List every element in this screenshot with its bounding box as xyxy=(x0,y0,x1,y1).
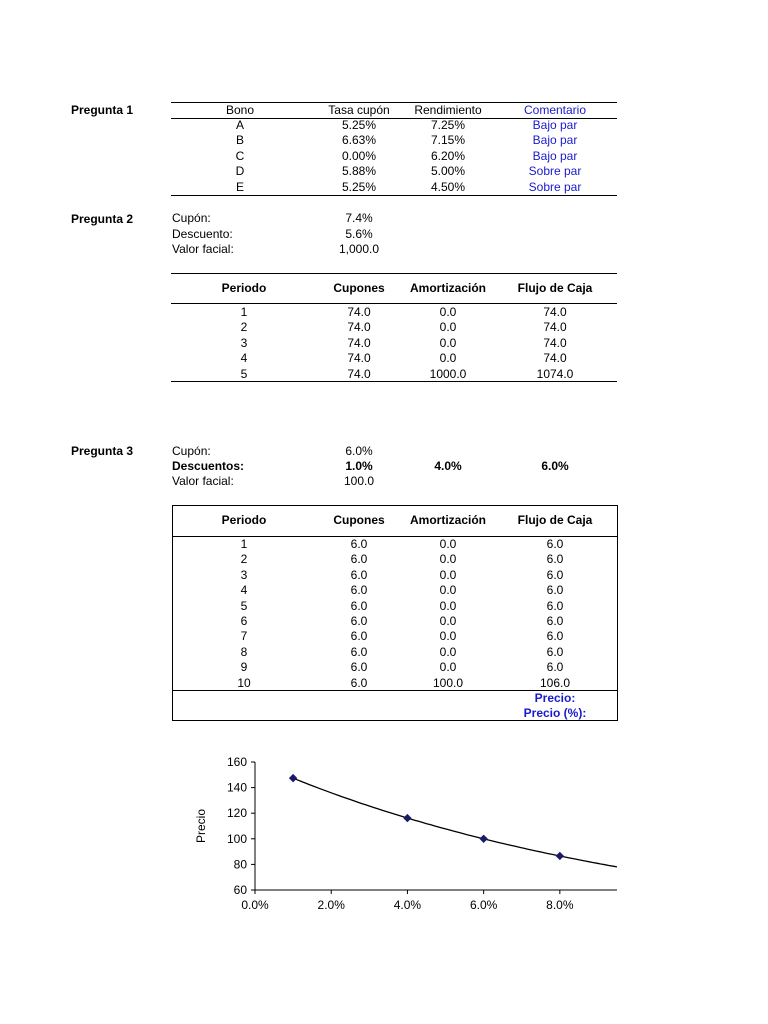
bono-cell: D xyxy=(235,164,245,179)
tasa-cell: 6.63% xyxy=(341,133,377,148)
flujo-cell: 6.0 xyxy=(546,660,564,675)
y-tick-label: 120 xyxy=(226,806,247,821)
flujo-cell: 6.0 xyxy=(546,537,564,551)
rendimiento-cell: 7.15% xyxy=(430,133,466,148)
data-point xyxy=(290,775,297,782)
q3-descuentos-label: Descuentos: xyxy=(172,459,245,473)
bono-cell: E xyxy=(235,179,244,194)
pregunta-3-label: Pregunta 3 xyxy=(71,444,134,458)
periodo-cell: 5 xyxy=(240,366,248,381)
amortizacion-cell: 0.0 xyxy=(439,351,457,366)
flujo-cell: 74.0 xyxy=(543,335,567,350)
amortizacion-cell: 0.0 xyxy=(439,335,457,350)
tasa-cell: 5.25% xyxy=(341,118,377,132)
q3-header-amortizacion: Amortización xyxy=(409,513,486,527)
flujo-cell: 1074.0 xyxy=(536,366,574,381)
cupones-cell: 6.0 xyxy=(350,567,368,582)
data-point xyxy=(404,815,411,822)
x-tick-label: 8.0% xyxy=(546,898,574,912)
periodo-cell: 7 xyxy=(240,629,248,644)
q3-descuento-3: 6.0% xyxy=(541,459,569,473)
series-line-0 xyxy=(293,778,617,867)
q2-cupon-label: Cupón: xyxy=(172,211,211,225)
y-tick-label: 140 xyxy=(226,780,247,795)
y-tick-label: 80 xyxy=(233,857,247,872)
rendimiento-cell: 5.00% xyxy=(430,164,466,179)
periodo-cell: 4 xyxy=(240,351,248,366)
chart-points xyxy=(290,775,564,860)
cupones-cell: 6.0 xyxy=(350,552,368,567)
rendimiento-cell: 4.50% xyxy=(430,179,466,194)
comentario-cell: Bajo par xyxy=(532,118,578,132)
periodo-cell: 2 xyxy=(240,552,248,567)
x-tick-label: 2.0% xyxy=(317,898,345,912)
cupones-cell: 6.0 xyxy=(350,583,368,598)
periodo-cell: 3 xyxy=(240,567,248,582)
tasa-cell: 5.88% xyxy=(341,164,377,179)
y-tick-label: 160 xyxy=(226,755,247,769)
q2-descuento-label: Descuento: xyxy=(172,227,233,241)
q2-header-cupones: Cupones xyxy=(333,281,385,295)
q3-precio-pct-label: Precio (%): xyxy=(523,706,587,720)
periodo-cell: 1 xyxy=(240,537,248,551)
q3-descuento-2: 4.0% xyxy=(434,459,462,473)
amortizacion-cell: 0.0 xyxy=(439,614,457,628)
periodo-cell: 3 xyxy=(240,335,248,350)
bono-cell: C xyxy=(235,148,245,163)
amortizacion-cell: 0.0 xyxy=(439,598,457,613)
bono-cell: B xyxy=(235,133,244,148)
q3-header-periodo: Periodo xyxy=(221,513,267,527)
q3-cupon-label: Cupón: xyxy=(172,444,211,458)
periodo-cell: 9 xyxy=(240,660,248,675)
flujo-cell: 6.0 xyxy=(546,629,564,644)
q1-header-comentario: Comentario xyxy=(523,103,587,117)
q1-header-rendimiento: Rendimiento xyxy=(414,103,482,117)
x-tick-label: 6.0% xyxy=(469,898,498,912)
rendimiento-cell: 7.25% xyxy=(430,118,466,132)
flujo-cell: 6.0 xyxy=(546,644,564,659)
chart-series xyxy=(293,778,617,867)
cupones-cell: 74.0 xyxy=(347,351,371,366)
amortizacion-cell: 0.0 xyxy=(439,537,457,551)
cupones-cell: 6.0 xyxy=(350,537,368,551)
q1-header-bono: Bono xyxy=(225,103,255,117)
q3-cupon-value: 6.0% xyxy=(345,444,373,458)
pregunta-2-label: Pregunta 2 xyxy=(71,212,134,226)
flujo-cell: 6.0 xyxy=(546,583,564,598)
cupones-cell: 74.0 xyxy=(347,335,371,350)
q2-cupon-value: 7.4% xyxy=(345,211,373,225)
q3-precio-label: Precio: xyxy=(534,691,576,705)
q3-header-flujo: Flujo de Caja xyxy=(517,513,593,527)
comentario-cell: Sobre par xyxy=(528,179,582,194)
periodo-cell: 8 xyxy=(240,644,248,659)
tasa-cell: 5.25% xyxy=(341,179,377,194)
amortizacion-cell: 0.0 xyxy=(439,583,457,598)
q2-descuento-value: 5.6% xyxy=(345,227,373,241)
comentario-cell: Sobre par xyxy=(528,164,582,179)
amortizacion-cell: 100.0 xyxy=(432,675,464,690)
q2-header-periodo: Periodo xyxy=(221,281,267,295)
periodo-cell: 4 xyxy=(240,583,248,598)
amortizacion-cell: 0.0 xyxy=(439,567,457,582)
cupones-cell: 6.0 xyxy=(350,614,368,628)
flujo-cell: 74.0 xyxy=(543,351,567,366)
q3-valor-facial-value: 100.0 xyxy=(343,474,375,488)
chart-ylabel: Precio xyxy=(194,808,208,844)
bono-cell: A xyxy=(235,118,244,132)
cupones-cell: 6.0 xyxy=(350,644,368,659)
y-tick-label: 100 xyxy=(226,831,247,846)
rendimiento-cell: 6.20% xyxy=(430,148,466,163)
comentario-cell: Bajo par xyxy=(532,148,578,163)
periodo-cell: 5 xyxy=(240,598,248,613)
q2-header-flujo: Flujo de Caja xyxy=(517,281,593,295)
cupones-cell: 74.0 xyxy=(347,305,371,319)
q2-valor-facial-value: 1,000.0 xyxy=(338,242,380,256)
amortizacion-cell: 0.0 xyxy=(439,320,457,335)
data-point xyxy=(480,835,487,842)
amortizacion-cell: 1000.0 xyxy=(429,366,467,381)
amortizacion-cell: 0.0 xyxy=(439,305,457,319)
q3-header-cupones: Cupones xyxy=(333,513,385,527)
cupones-cell: 6.0 xyxy=(350,598,368,613)
q1-header-tasa: Tasa cupón xyxy=(328,103,390,117)
flujo-cell: 6.0 xyxy=(546,567,564,582)
cupones-cell: 74.0 xyxy=(347,366,371,381)
q3-valor-facial-label: Valor facial: xyxy=(172,474,234,488)
cupones-cell: 6.0 xyxy=(350,629,368,644)
x-tick-label: 0.0% xyxy=(241,898,269,912)
amortizacion-cell: 0.0 xyxy=(439,644,457,659)
q2-valor-facial-label: Valor facial: xyxy=(172,242,234,256)
comentario-cell: Bajo par xyxy=(532,133,578,148)
chart-ticks xyxy=(227,755,574,912)
flujo-cell: 106.0 xyxy=(539,675,571,690)
cupones-cell: 74.0 xyxy=(347,320,371,335)
amortizacion-cell: 0.0 xyxy=(439,552,457,567)
periodo-cell: 2 xyxy=(240,320,248,335)
periodo-cell: 1 xyxy=(240,305,248,319)
x-tick-label: 4.0% xyxy=(393,898,422,912)
periodo-cell: 10 xyxy=(237,675,251,690)
amortizacion-cell: 0.0 xyxy=(439,629,457,644)
flujo-cell: 74.0 xyxy=(543,305,567,319)
flujo-cell: 6.0 xyxy=(546,614,564,628)
periodo-cell: 6 xyxy=(240,614,248,628)
flujo-cell: 6.0 xyxy=(546,598,564,613)
y-tick-label: 60 xyxy=(233,883,247,897)
flujo-cell: 74.0 xyxy=(543,320,567,335)
cupones-cell: 6.0 xyxy=(350,675,368,690)
tasa-cell: 0.00% xyxy=(341,148,377,163)
q3-descuento-1: 1.0% xyxy=(345,459,373,473)
q2-header-amortizacion: Amortización xyxy=(409,281,486,295)
pregunta-1-label: Pregunta 1 xyxy=(71,103,134,117)
cupones-cell: 6.0 xyxy=(350,660,368,675)
flujo-cell: 6.0 xyxy=(546,552,564,567)
data-point xyxy=(556,852,563,859)
amortizacion-cell: 0.0 xyxy=(439,660,457,675)
